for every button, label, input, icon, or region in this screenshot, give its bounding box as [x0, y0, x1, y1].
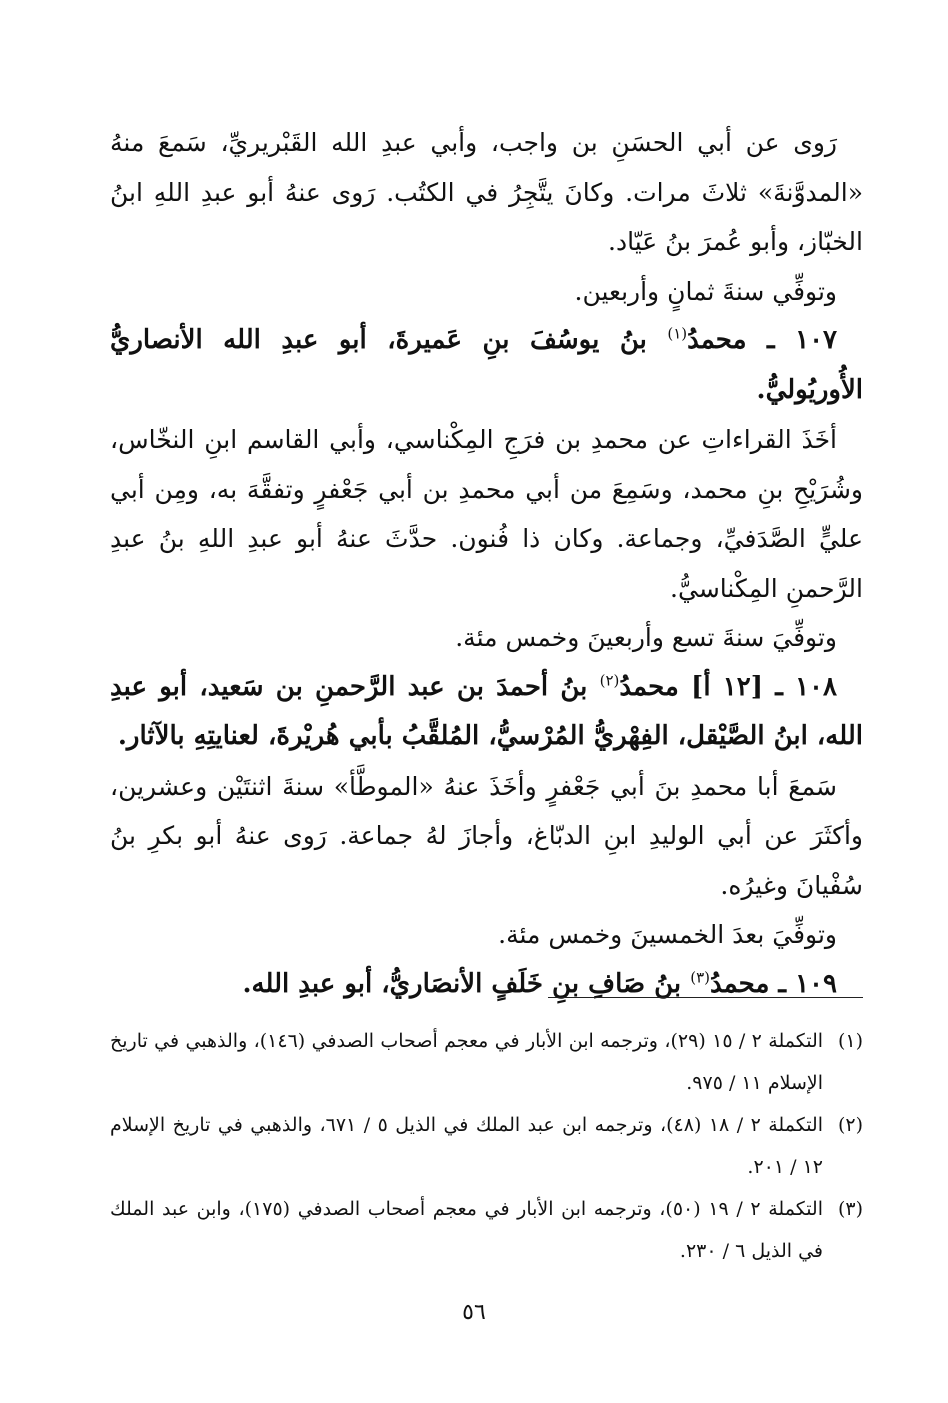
entry-heading-108: [110, 663, 863, 762]
footnote-text: التكملة ٢ / ١٥ (٢٩)، وترجمه ابن الأبار في معجم أصحاب الصدفي (١٤٦)، والذهبي في تاريخ الإسلام ١١ / ٩٧٥.: [110, 1030, 824, 1094]
death-note: وتوفِّي سنةَ ثمانٍ وأربعين.: [574, 276, 837, 306]
footnote: [110, 1104, 863, 1188]
footnote-text: التكملة ٢ / ١٩ (٥٠)، وترجمه ابن الأبار في معجم أصحاب الصدفي (١٧٥)، وابن عبد الملك في الذيل ٦ / ٢٣٠.: [110, 1198, 823, 1262]
death-note: وتوفِّيَ بعدَ الخمسينَ وخمس مئة.: [498, 920, 837, 949]
entry-heading-109: [110, 960, 863, 1010]
death-note: وتوفِّيَ سنةَ تسع وأربعينَ وخمس مئة.: [455, 623, 837, 652]
footnote-number: (٢): [837, 1114, 863, 1136]
footnote: [110, 1188, 863, 1272]
footnote-text: التكملة ٢ / ١٨ (٤٨)، وترجمه ابن عبد الملك في الذيل ٥ / ٦٧١، والذهبي في تاريخ الإسلام ١٢ / ٢٠١.: [110, 1114, 823, 1178]
footnote-number: (٣): [837, 1198, 863, 1220]
entry-heading-107: [110, 316, 863, 415]
footnotes: [110, 1020, 863, 1272]
paragraph: رَوى عن أبي الحسَنِ بن واجب، وأبي عبدِ الله القَبْريريِّ، سَمعَ منهُ «المدوَّنةَ» ثلاثَ مرات. وكانَ يتَّجِرُ في الكتُب. رَوى عنهُ أبو عبدِ اللهِ ابنُ الخبّاز، وأبو عُمرَ بنُ عَيّاد.: [110, 128, 863, 256]
footnote-ref: (١): [667, 324, 688, 343]
paragraph: سَمعَ أبا محمدِ بنَ أبي جَعْفرٍ وأخَذَ عنهُ «الموطَّأ» سنةَ اثنتَيْن وعشرين، وأكثَرَ عن أبي الوليدِ ابنِ الدبّاغ، وأجازَ لهُ جماعة. رَوى عنهُ أبو بكرِ بنُ سُفْيانَ وغيرُه.: [110, 771, 863, 900]
entry-title: بنُ أحمدَ بن عبد الرَّحمنِ بن سَعيد، أبو عبدِ الله، ابنُ الصَّيْقل، الفِهْريُّ المُرْسيُّ، المُلقَّبُ بأبي هُريْرةَ، لعنايتِهِ بالآثار.: [110, 671, 863, 751]
footnote-divider: [548, 997, 863, 998]
entry-title: بنُ يوسُفَ بنِ عَميرةَ، أبو عبدِ الله الأنصاريُّ الأُوريُوليُّ.: [110, 325, 863, 405]
entry-number: ١٠٨ ـ [١٢ أ] محمدُ: [619, 671, 837, 702]
footnote-ref: (٣): [690, 967, 710, 986]
entry-number: ١٠٧ ـ محمدُ: [687, 325, 838, 355]
entry-title: بنُ صَافِ بنِ خَلَفٍ الأنصَاريُّ، أبو عبدِ الله.: [242, 968, 691, 999]
main-text: [110, 118, 863, 1009]
paragraph: أخَذَ القراءاتِ عن محمدِ بن فرَجِ المِكْناسي، وأبي القاسم ابنِ النخّاس، وشُرَيْحِ بنِ محمد، وسَمِعَ من أبي محمدِ بن أبي جَعْفرٍ وتفقَّهَ به، ومِن أبي عليٍّ الصَّدَفيِّ، وجماعة. وكان ذا فُنون. حدَّثَ عنهُ أبو عبدِ اللهِ بنُ عبدِ الرَّحمنِ المِكْناسيُّ.: [110, 425, 863, 603]
entry-number: ١٠٩ ـ محمدُ: [709, 968, 837, 999]
footnote-number: (١): [837, 1030, 863, 1052]
footnote-ref: (٢): [599, 670, 620, 689]
footnote: [110, 1020, 863, 1104]
page-number: ٥٦: [462, 1300, 486, 1325]
